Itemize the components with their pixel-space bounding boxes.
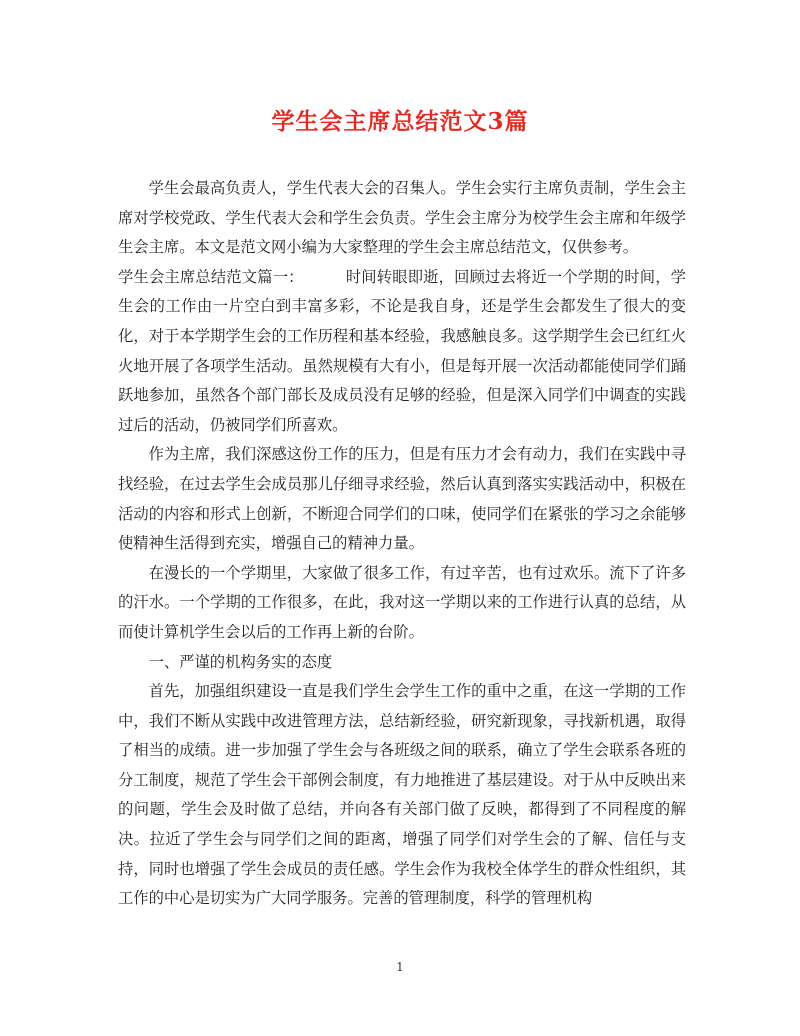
paragraph-pressure: 作为主席，我们深感这份工作的压力，但是有压力才会有动力，我们在实践中寻找经验，在过去学生会成员那儿仔细寻求经验，然后认真到落实实践活动中，积极在活动的内容和形式上创新，不断迎合同学们的口味，使同学们在紧张的学习之余能够使精神生活得到充实，增强自己的精神力量。 xyxy=(118,445,686,553)
page-number: 1 xyxy=(396,960,404,974)
paragraph-semester: 在漫长的一个学期里，大家做了很多工作，有过辛苦，也有过欢乐。流下了许多的汗水。一个学期的工作很多，在此，我对这一学期以来的工作进行认真的总结，从而使计算机学生会以后的工作再上新的台阶。 xyxy=(118,563,686,641)
intro-paragraph: 学生会最高负责人，学生代表大会的召集人。学生会实行主席负责制，学生会主席对学校党政、学生代表大会和学生会负责。学生会主席分为校学生会主席和年级学生会主席。本文是范文网小编为大家整理的学生会主席总结范文，仅供参考。 xyxy=(118,179,686,257)
paragraph-organization: 首先，加强组织建设一直是我们学生会学生工作的重中之重，在这一学期的工作中，我们不断从实践中改进管理方法，总结新经验，研究新现象，寻找新机遇，取得了相当的成绩。进一步加强了学生会与各班级之间的联系，确立了学生会联系各班的分工制度，规范了学生会干部例会制度，有力地推进了基层建设。对于从中反映出来的问题，学生会及时做了总结，并向各有关部门做了反映，都得到了不同程度的解决。拉近了学生会与同学们之间的距离，增强了同学们对学生会的了解、信任与支持，同时也增强了学生会成员的责任感。学生会作为我校全体学生的群众性组织，其工作的中心是切实为广大同学服务。完善的管理制度，科学的管理机构 xyxy=(118,682,686,908)
section-one-paragraph xyxy=(118,263,686,441)
section-first-text: 时间转眼即逝，回顾过去将近一个学期的时间，学生会的工作由一片空白到丰富多彩，不论是我自身，还是学生会都发生了很大的变化，对于本学期学生会的工作历程和基本经验，我感触良多。这学期学生会已红红火火地开展了各项学生活动。虽然规模有大有小，但是每开展一次活动都能使同学们踊跃地参加，虽然各个部门部长及成员没有足够的经验，但是深入同学们中调查的实践过后的活动，仍被同学们所喜欢。 xyxy=(118,267,686,434)
subheading-attitude: 一、严谨的机构务实的态度 xyxy=(148,652,333,671)
section-heading: 学生会主席总结范文篇一： xyxy=(118,267,304,286)
document-body xyxy=(118,174,686,914)
document-title: 学生会主席总结范文3篇 xyxy=(271,108,529,135)
